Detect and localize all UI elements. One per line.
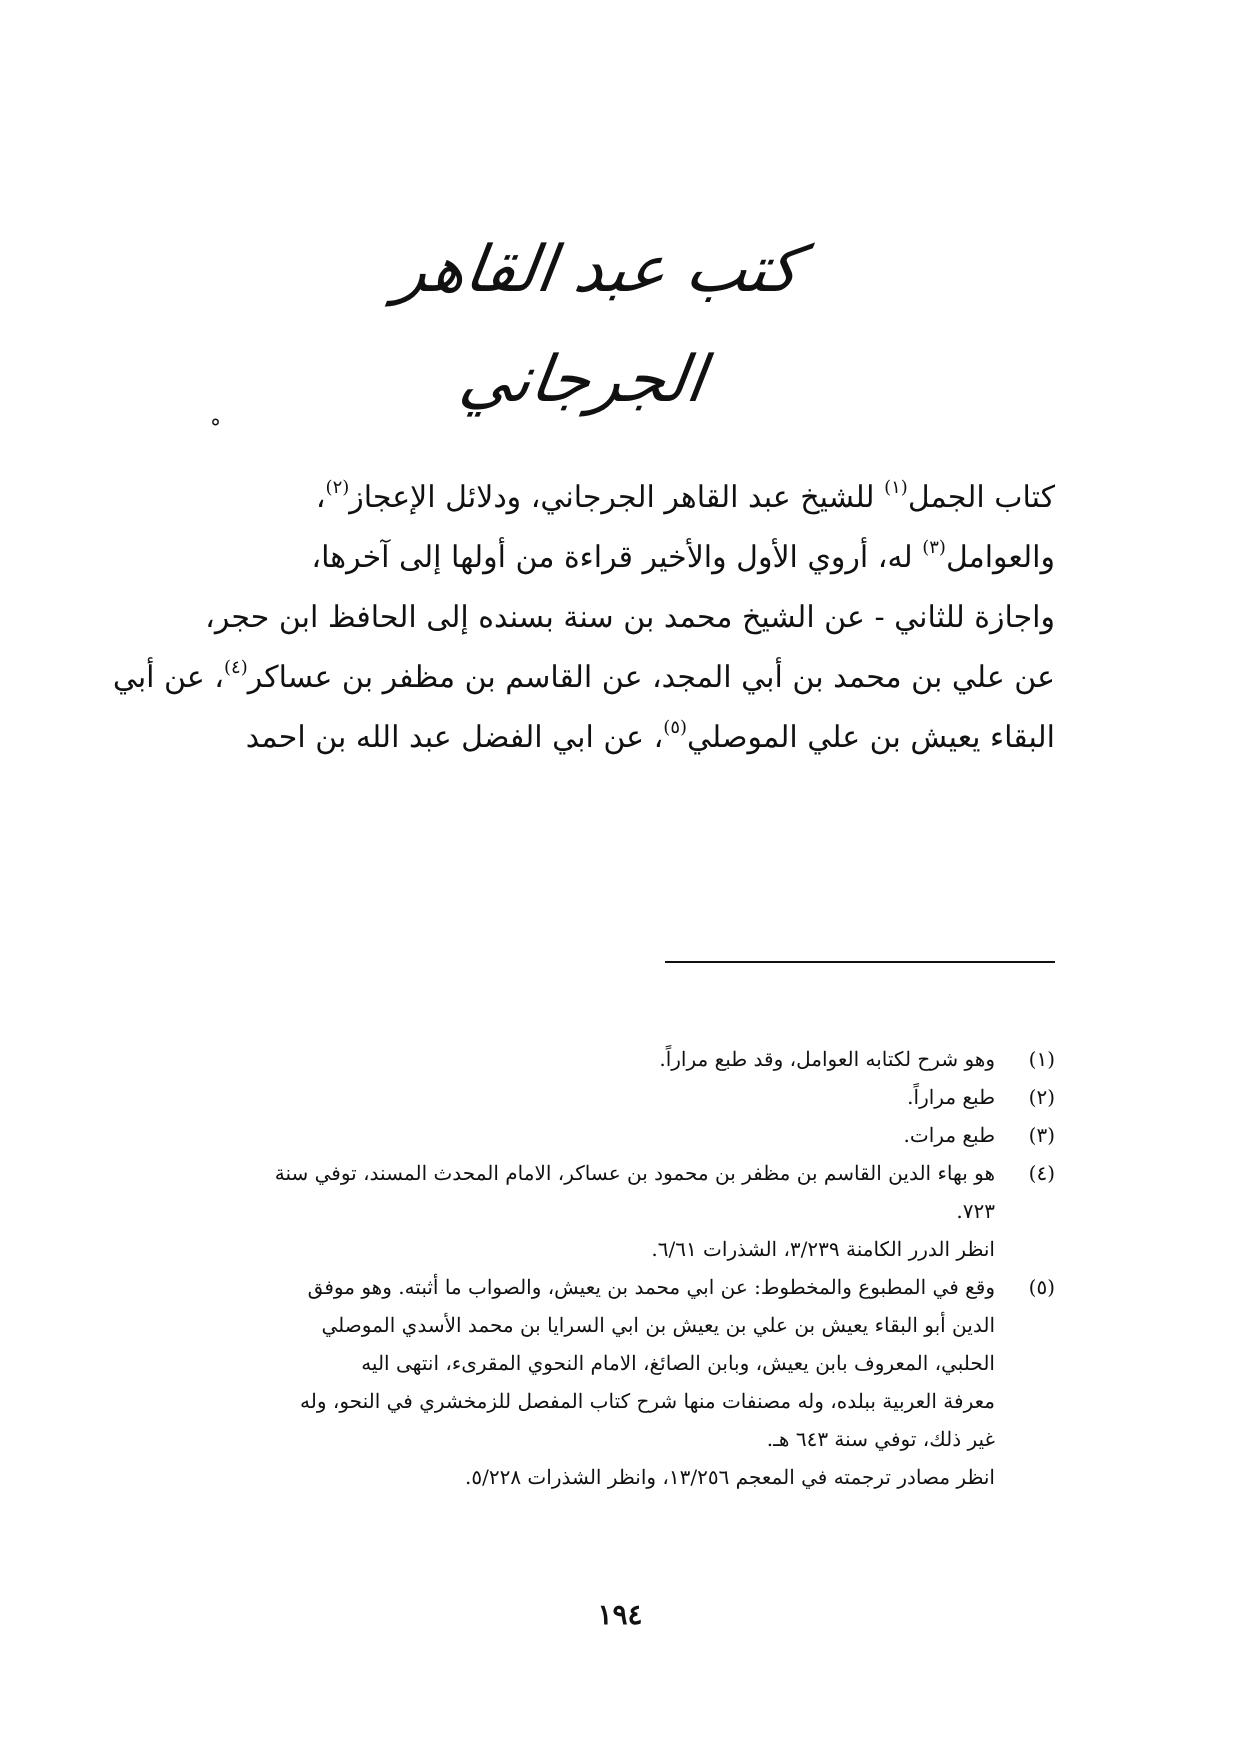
footnote-item: [170, 1154, 1055, 1268]
body-paragraph: [112, 468, 1055, 768]
footnote-text: الحلبي، المعروف بابن يعيش، وبابن الصائغ، الامام النحوي المقرىء، انتهى اليه: [361, 1351, 995, 1375]
footnote-number: (٥): [1028, 1275, 1055, 1299]
footnote-number: (٢): [1028, 1085, 1055, 1109]
body-line: البقاء يعيش بن علي الموصلي$^{(٥)}$، عن ابي الفضل عبد الله بن احمد: [245, 717, 1055, 755]
footnote-number: (٣): [1028, 1123, 1055, 1147]
footnote-item: [170, 1116, 1055, 1154]
footnote-text: طبع مراراً.: [907, 1085, 995, 1109]
footnote-text: الدين أبو البقاء يعيش بن علي بن يعيش بن ابي السرايا بن محمد الأسدي الموصلي: [321, 1313, 995, 1337]
body-line: كتاب الجمل$^{(١)}$ للشيخ عبد القاهر الجرجاني، ودلائل الإعجاز$^{(٢)}$،: [315, 477, 1055, 515]
page-title: كتب عبد القاهر الجرجاني: [391, 233, 805, 417]
footnote-text: وقع في المطبوع والمخطوط: عن ابي محمد بن يعيش، والصواب ما أثبته. وهو موفق: [307, 1275, 995, 1299]
footnote-ref: (٥): [663, 717, 688, 738]
footnote-number: (١): [1028, 1047, 1055, 1071]
section-mark: °: [210, 416, 221, 441]
footnote-text: غير ذلك، توفي سنة ٦٤٣ هـ.: [766, 1427, 995, 1451]
footnote-divider: [665, 961, 1055, 963]
footnote-text: انظر مصادر ترجمته في المعجم ١٣/٢٥٦، وانظر الشذرات ٥/٢٢٨.: [465, 1465, 995, 1489]
body-line: والعوامل$^{(٣)}$ له، أروي الأول والأخير قراءة من أولها إلى آخرها،: [311, 537, 1055, 575]
page-number: ١٩٤: [597, 1598, 643, 1631]
footnote-item: [170, 1040, 1055, 1078]
footnote-item: [170, 1268, 1055, 1496]
footnote-text: هو بهاء الدين القاسم بن مظفر بن محمود بن عساكر، الامام المحدث المسند، توفي سنة: [274, 1161, 995, 1185]
footnote-ref: (٤): [224, 657, 248, 678]
footnote-number: (٤): [1028, 1161, 1055, 1185]
footnotes: [170, 1040, 1055, 1496]
footnote-text: طبع مرات.: [903, 1123, 995, 1147]
footnote-text: وهو شرح لكتابه العوامل، وقد طبع مراراً.: [659, 1047, 995, 1071]
body-line: واجازة للثاني - عن الشيخ محمد بن سنة بسنده إلى الحافظ ابن حجر،: [205, 600, 1055, 635]
footnote-text: ٧٢٣.: [956, 1199, 995, 1223]
footnote-text: معرفة العربية ببلده، وله مصنفات منها شرح كتاب المفصل للزمخشري في النحو، وله: [300, 1389, 995, 1413]
footnote-text: انظر الدرر الكامنة ٣/٢٣٩، الشذرات ٦/٦١.: [651, 1237, 995, 1261]
footnote-item: [170, 1078, 1055, 1116]
footnote-ref: (١): [884, 477, 908, 498]
body-line: عن علي بن محمد بن أبي المجد، عن القاسم بن مظفر بن عساكر$^{(٤)}$، عن أبي: [112, 657, 1055, 695]
footnote-ref: (٣): [922, 537, 946, 558]
footnote-ref: (٢): [325, 477, 350, 498]
